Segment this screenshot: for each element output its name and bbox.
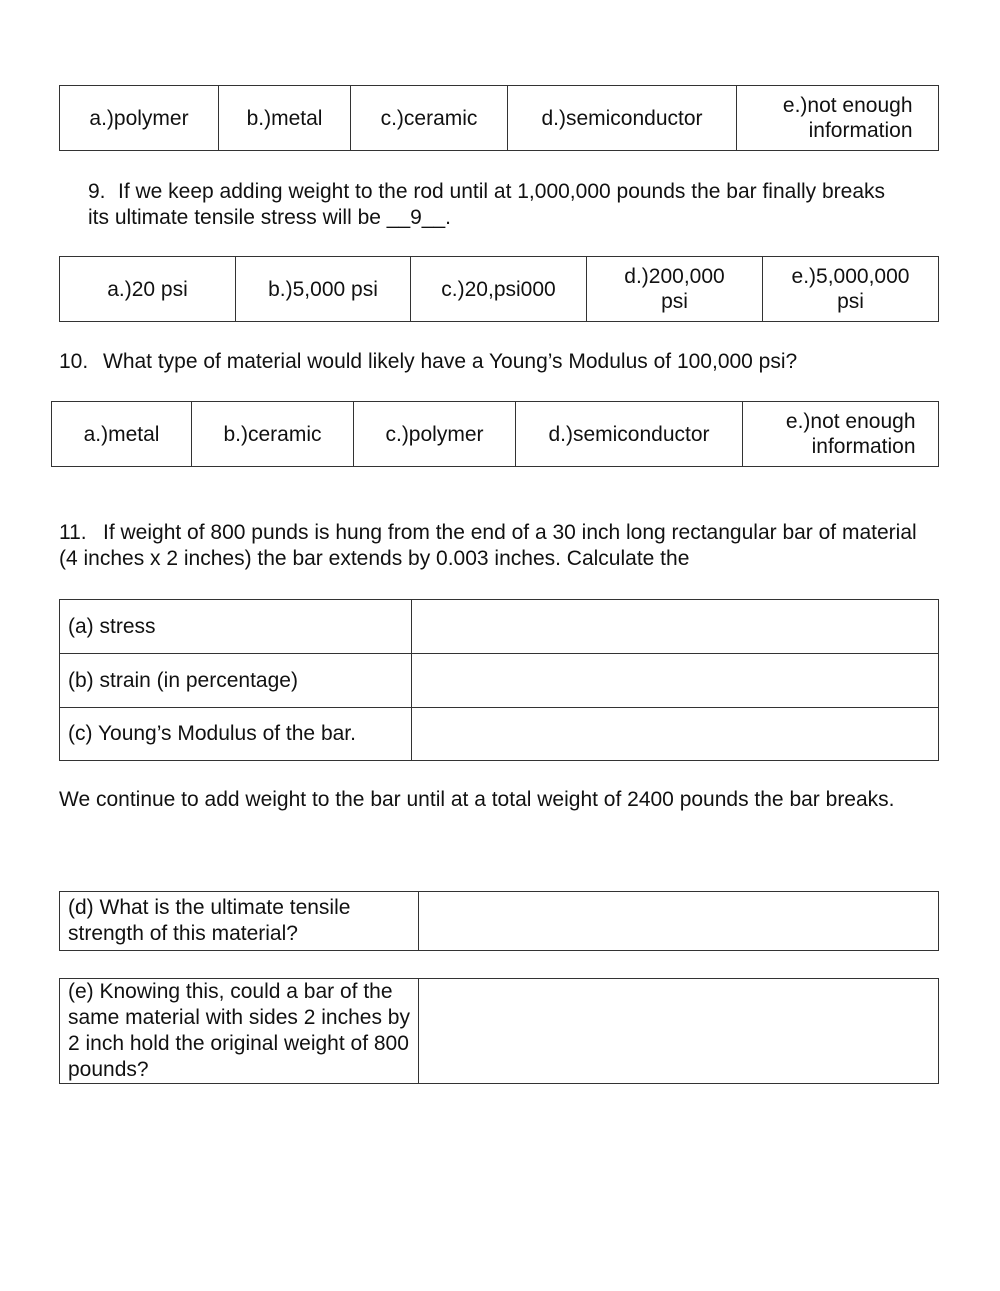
q10-question (59, 349, 939, 375)
q11-continue-text: We continue to add weight to the bar until at a total weight of 2400 pounds the bar breaks. (59, 788, 895, 811)
q11-question (59, 520, 929, 572)
q11-d-table (59, 891, 939, 951)
q9-question (88, 179, 898, 231)
q8-option-e[interactable] (737, 86, 939, 151)
q11-row-d-label (60, 892, 419, 951)
q11-text: If weight of 800 punds is hung from the end of a 30 inch long rectangular bar of material (4 inches x 2 inches) the bar extends by 0.003 inches. Calculate the (59, 521, 917, 570)
q11-row-c-label (60, 708, 412, 761)
q9-options-table (59, 256, 939, 322)
q11-row-a-text: (a) stress (68, 614, 156, 638)
q11-row-c-text: (c) Young’s Modulus of the bar. (68, 722, 356, 745)
q10-option-e-label: e.)not enough information (785, 410, 916, 458)
q9-option-d[interactable] (587, 257, 763, 322)
q8-option-c[interactable] (351, 86, 508, 151)
q10-option-b[interactable] (192, 402, 354, 467)
q8-option-a-label: a.)polymer (89, 106, 189, 130)
q9-option-b[interactable] (236, 257, 411, 322)
q10-option-c[interactable] (354, 402, 516, 467)
q8-option-d[interactable] (508, 86, 737, 151)
q10-options-table (51, 401, 939, 467)
q10-text: What type of material would likely have a Young’s Modulus of 100,000 psi? (103, 350, 798, 373)
q11-row-e-label (60, 979, 419, 1084)
q9-option-a[interactable] (60, 257, 236, 322)
q11-number: 11. (59, 521, 87, 544)
q10-option-d[interactable] (516, 402, 743, 467)
q11-e-table (59, 978, 939, 1084)
q8-option-b-label: b.)metal (246, 106, 323, 130)
q9-option-e-label: e.)5,000,000 psi (791, 265, 910, 313)
q11-abc-table (59, 599, 939, 761)
q9-option-e[interactable] (763, 257, 939, 322)
q8-option-b[interactable] (219, 86, 351, 151)
q11-answer-a[interactable] (412, 600, 939, 654)
q11-answer-e[interactable] (419, 979, 939, 1084)
q8-option-e-label: e.)not enough information (782, 94, 913, 142)
q9-option-c[interactable] (411, 257, 587, 322)
q8-option-c-label: c.)ceramic (380, 106, 478, 130)
q10-option-a-label: a.)metal (83, 422, 160, 446)
q8-option-a[interactable] (60, 86, 219, 151)
q11-row-b-label (60, 654, 412, 708)
q8-option-d-label: d.)semiconductor (541, 106, 703, 130)
q10-option-b-label: b.)ceramic (223, 422, 322, 446)
q9-option-a-label: a.)20 psi (107, 277, 188, 301)
q11-answer-b[interactable] (412, 654, 939, 708)
q10-option-c-label: c.)polymer (385, 422, 484, 446)
q8-options-table (59, 85, 939, 151)
q10-option-a[interactable] (52, 402, 192, 467)
q10-option-d-label: d.)semiconductor (548, 422, 710, 446)
q11-answer-d[interactable] (419, 892, 939, 951)
q9-text: If we keep adding weight to the rod until at 1,000,000 pounds the bar finally breaks its ultimate tensile stress will be __9__. (88, 180, 886, 229)
q11-row-d-text: (d) What is the ultimate tensile strength of this material? (68, 896, 351, 945)
q11-row-e-text: (e) Knowing this, could a bar of the same material with sides 2 inches by 2 inch hold the original weight of 800 pounds? (68, 980, 410, 1081)
q9-option-d-label: d.)200,000 psi (624, 265, 725, 313)
q9-option-c-label: c.)20,psi000 (441, 277, 556, 301)
q9-number: 9. (88, 180, 106, 203)
q10-option-e[interactable] (743, 402, 939, 467)
q9-option-b-label: b.)5,000 psi (268, 277, 378, 301)
q11-row-b-text: (b) strain (in percentage) (68, 668, 298, 692)
q10-number: 10. (59, 350, 89, 373)
q11-row-a-label (60, 600, 412, 654)
q11-answer-c[interactable] (412, 708, 939, 761)
